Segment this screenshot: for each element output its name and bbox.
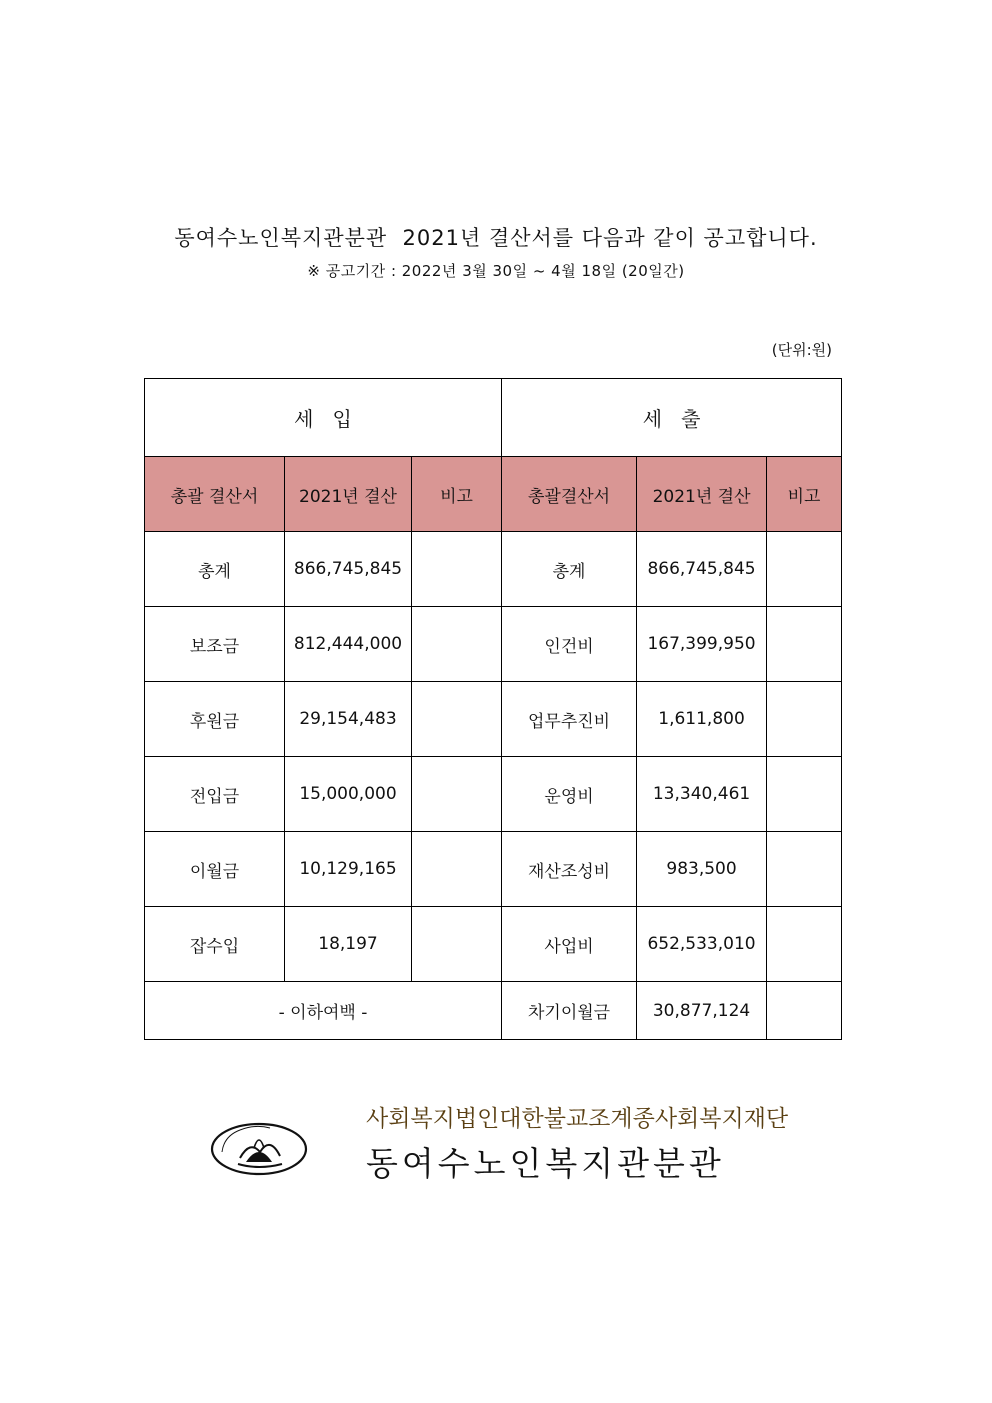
expense-item: 인건비 xyxy=(502,607,637,682)
income-item: 전입금 xyxy=(145,757,285,832)
footer xyxy=(210,1098,810,1198)
table-row xyxy=(145,832,842,907)
page-title: 동여수노인복지관분관 2021년 결산서를 다음과 같이 공고합니다. xyxy=(174,226,818,250)
income-amount: 15,000,000 xyxy=(285,757,412,832)
income-note xyxy=(412,907,502,982)
income-note xyxy=(412,607,502,682)
expense-note xyxy=(767,532,842,607)
unit-label: (단위:원) xyxy=(771,341,832,359)
income-note xyxy=(412,682,502,757)
organization-name: 사회복지법인대한불교조계종사회복지재단 xyxy=(366,1106,789,1132)
income-amount: 29,154,483 xyxy=(285,682,412,757)
lotus-logo-icon xyxy=(210,1122,308,1176)
settlement-table xyxy=(144,378,842,1040)
income-item: 총계 xyxy=(145,532,285,607)
expense-item: 차기이월금 xyxy=(502,982,637,1040)
expense-amount: 983,500 xyxy=(637,832,767,907)
expense-amount-header: 2021년 결산 xyxy=(637,457,767,532)
table-row xyxy=(145,757,842,832)
expense-amount: 30,877,124 xyxy=(637,982,767,1040)
income-item: 후원금 xyxy=(145,682,285,757)
income-note-header: 비고 xyxy=(412,457,502,532)
organization-logo xyxy=(210,1122,308,1176)
expense-note xyxy=(767,682,842,757)
income-item: 이월금 xyxy=(145,832,285,907)
expense-item: 업무추진비 xyxy=(502,682,637,757)
expense-note xyxy=(767,757,842,832)
expense-note xyxy=(767,832,842,907)
income-note xyxy=(412,757,502,832)
expense-item: 운영비 xyxy=(502,757,637,832)
expense-amount: 167,399,950 xyxy=(637,607,767,682)
branch-name: 동여수노인복지관분관 xyxy=(366,1144,725,1183)
expense-amount: 1,611,800 xyxy=(637,682,767,757)
notice-period: ※ 공고기간 : 2022년 3월 30일 ~ 4월 18일 (20일간) xyxy=(307,262,685,280)
blank-note: - 이하여백 - xyxy=(145,982,502,1040)
table-row xyxy=(145,532,842,607)
income-item-header: 총괄 결산서 xyxy=(145,457,285,532)
expense-item: 재산조성비 xyxy=(502,832,637,907)
income-note xyxy=(412,832,502,907)
expense-note xyxy=(767,607,842,682)
income-item: 보조금 xyxy=(145,607,285,682)
income-section-header: 세 입 xyxy=(145,379,502,457)
income-amount: 812,444,000 xyxy=(285,607,412,682)
income-amount: 10,129,165 xyxy=(285,832,412,907)
expense-item-header: 총괄결산서 xyxy=(502,457,637,532)
table-row xyxy=(145,607,842,682)
income-amount: 18,197 xyxy=(285,907,412,982)
table-row xyxy=(145,907,842,982)
income-item: 잡수입 xyxy=(145,907,285,982)
expense-item: 총계 xyxy=(502,532,637,607)
expense-section-header: 세 출 xyxy=(502,379,842,457)
expense-amount: 866,745,845 xyxy=(637,532,767,607)
income-amount-header: 2021년 결산 xyxy=(285,457,412,532)
expense-amount: 13,340,461 xyxy=(637,757,767,832)
expense-note xyxy=(767,982,842,1040)
expense-note xyxy=(767,907,842,982)
expense-note-header: 비고 xyxy=(767,457,842,532)
table-row xyxy=(145,682,842,757)
expense-item: 사업비 xyxy=(502,907,637,982)
expense-amount: 652,533,010 xyxy=(637,907,767,982)
table-row xyxy=(145,982,842,1040)
income-amount: 866,745,845 xyxy=(285,532,412,607)
income-note xyxy=(412,532,502,607)
